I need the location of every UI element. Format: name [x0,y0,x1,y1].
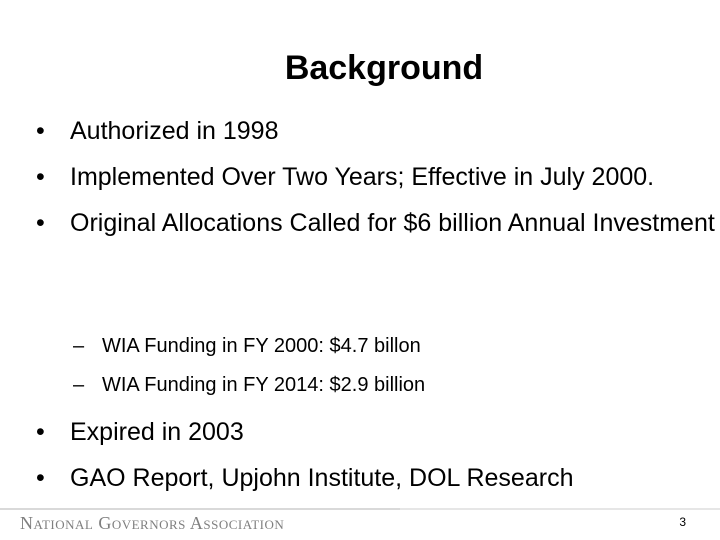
slide-title: Background [284,49,484,87]
bullet-text: GAO Report, Upjohn Institute, DOL Research [70,464,574,492]
dash-marker: – [73,335,85,357]
bullet-text: Authorized in 1998 [70,117,279,145]
footer-divider [0,508,720,510]
bullet-list [36,116,716,254]
bullet-item [36,162,716,192]
page-number: 3 [679,515,686,529]
bullet-marker: • [36,464,45,492]
bullet-text: Original Allocations Called for $6 billion Annual Investment [70,209,715,237]
organization-logo-text [20,512,284,534]
bullet-marker: • [36,209,45,237]
bullet-marker: • [36,163,45,191]
sub-bullet-text: WIA Funding in FY 2014: $2.9 billion [102,374,426,396]
bullet-marker: • [36,117,45,145]
bullet-text: Implemented Over Two Years; Effective in July 2000. [70,163,655,191]
dash-marker: – [73,374,85,396]
bullet-item [36,417,716,447]
sub-bullet-list [73,334,425,412]
bullet-text: Expired in 2003 [70,418,244,446]
sub-bullet-item [73,334,425,358]
bullet-marker: • [36,418,45,446]
bullet-item [36,208,716,238]
footer-divider-accent [400,508,720,510]
bullet-item [36,116,716,146]
bullet-item [36,463,716,493]
sub-bullet-text: WIA Funding in FY 2000: $4.7 billon [102,335,421,357]
sub-bullet-item [73,373,425,397]
organization-name: National Governors Association [20,513,285,533]
bullet-list-continued [36,417,716,509]
